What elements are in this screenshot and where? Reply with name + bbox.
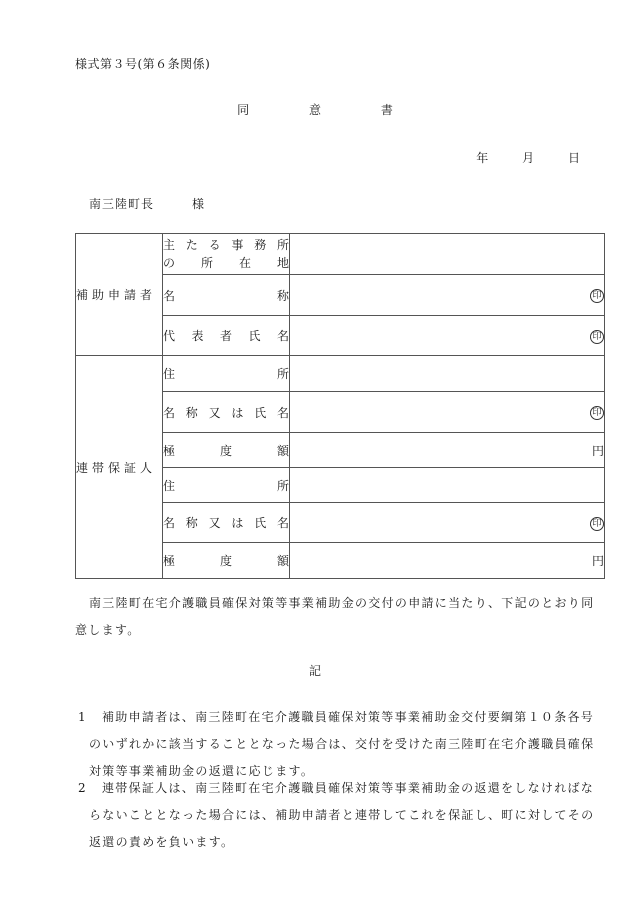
title-char: 意 — [308, 103, 321, 117]
seal-icon: 印 — [590, 289, 604, 303]
document-title — [0, 101, 630, 118]
addressee-name: 南三陸町長 — [89, 197, 155, 211]
guarantor1-address-field[interactable] — [290, 356, 605, 392]
guarantor1-name-label: 名 称 又 は 氏 名 — [163, 392, 290, 433]
addressee — [89, 195, 205, 212]
form-number: 様式第３号(第６条関係) — [75, 57, 211, 71]
applicant-name-label: 名 称 — [163, 275, 290, 316]
clause-number: 2 — [78, 781, 87, 795]
clause-text: 連帯保証人は、南三陸町在宅介護職員確保対策等事業補助金の返還をしなければならないこととなった場合には、補助申請者と連帯してこれを保証し、町に対してその返還の責めを負います。 — [89, 781, 595, 849]
seal-icon: 印 — [590, 330, 604, 344]
guarantor-group-label: 連帯保証人 — [76, 356, 163, 579]
guarantor2-address-label: 住 所 — [163, 468, 290, 503]
consent-statement: 南三陸町在宅介護職員確保対策等事業補助金の交付の申請に当たり、下記のとおり同意します。 — [75, 596, 595, 637]
guarantor2-limit-label: 極 度 額 — [163, 543, 290, 579]
seal-icon: 印 — [590, 406, 604, 420]
guarantor1-limit-label: 極 度 額 — [163, 433, 290, 468]
clause-2 — [75, 775, 595, 856]
yen-unit: 円 — [591, 554, 604, 568]
representative-name-label: 代 表 者 氏 名 — [163, 316, 290, 356]
clause-text: 補助申請者は、南三陸町在宅介護職員確保対策等事業補助金交付要綱第１０条各号のいずれかに該当することとなった場合は、交付を受けた南三陸町在宅介護職員確保対策等事業補助金の返還に応じます。 — [89, 710, 595, 778]
representative-name-field[interactable] — [290, 316, 605, 356]
month-label: 月 — [522, 151, 535, 165]
guarantor1-address-label: 住 所 — [163, 356, 290, 392]
guarantor1-name-field[interactable] — [290, 392, 605, 433]
title-char: 同 — [237, 103, 250, 117]
date-line — [446, 149, 580, 166]
consent-form-table — [75, 233, 605, 579]
yen-unit: 円 — [591, 443, 604, 458]
year-label: 年 — [476, 151, 489, 165]
applicant-group-label: 補助申請者 — [76, 234, 163, 356]
seal-icon: 印 — [590, 517, 604, 531]
honorific: 様 — [192, 197, 206, 211]
title-char: 書 — [380, 103, 393, 117]
ki-heading: 記 — [308, 664, 321, 678]
guarantor2-limit-field[interactable] — [290, 543, 605, 579]
guarantor2-name-field[interactable] — [290, 503, 605, 543]
clause-number: 1 — [78, 710, 87, 724]
guarantor1-limit-field[interactable] — [290, 433, 605, 468]
applicant-name-field[interactable] — [290, 275, 605, 316]
office-location-field[interactable] — [290, 234, 605, 275]
guarantor2-address-field[interactable] — [290, 468, 605, 503]
clause-1 — [75, 704, 595, 785]
office-location-label: 主 た る 事 務 所 の 所 在 地 — [163, 234, 290, 275]
guarantor2-name-label: 名 称 又 は 氏 名 — [163, 503, 290, 543]
day-label: 日 — [567, 151, 580, 165]
